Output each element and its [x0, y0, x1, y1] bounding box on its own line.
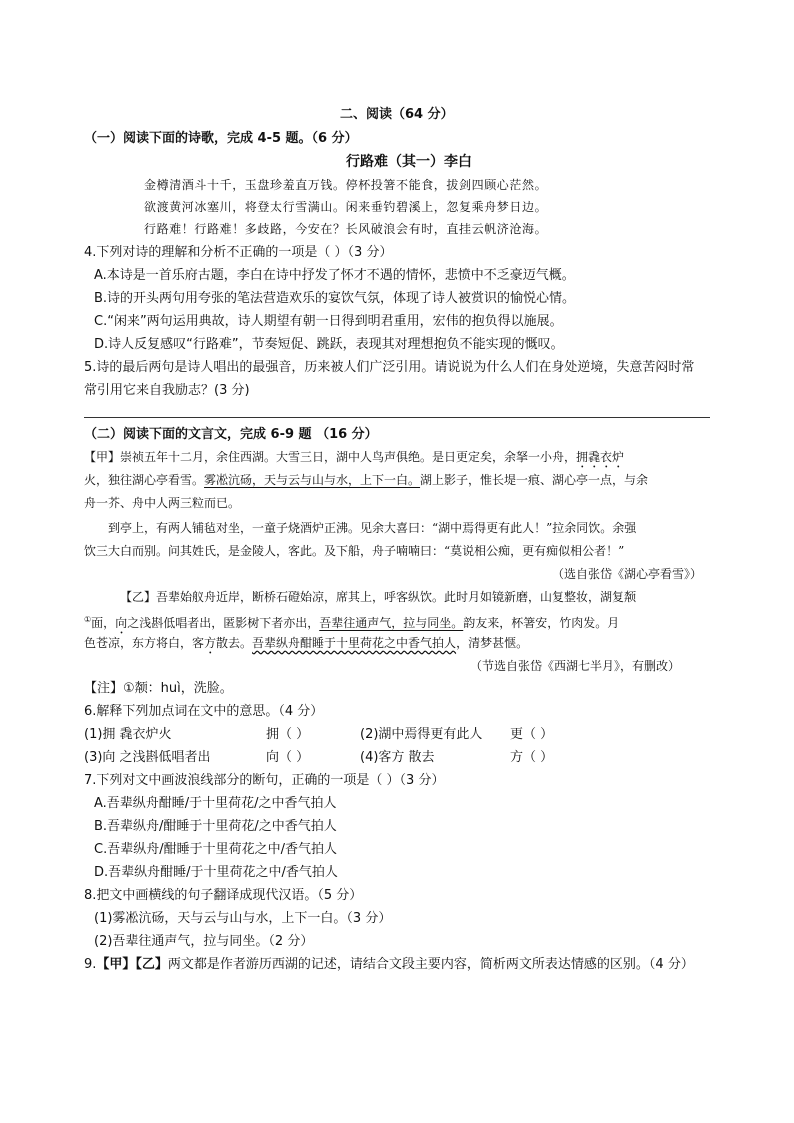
passage-yi-line	[84, 612, 619, 637]
question-7-stem: 7.下列对文中画波浪线部分的断句，正确的一项是（ ）（3 分）	[84, 773, 445, 788]
question-number: 9.	[84, 957, 97, 972]
question-6-blank: 向（ ）	[266, 750, 310, 765]
question-6-blank: 方（ ）	[510, 750, 554, 765]
question-6-blank: 更（ ）	[510, 727, 554, 742]
passage-yi-line: 【乙】吾辈始舣舟近岸，断桥石磴始凉，席其上，呼客纵饮。此时月如镜新磨，山复整妆，湖复颒	[120, 590, 637, 604]
question-6-item: (4)客方 散去	[360, 750, 435, 765]
passage-text: 湖上影子，惟长堤一痕、湖心亭一点，与余	[420, 473, 649, 487]
question-6-blank: 拥（ ）	[266, 727, 310, 742]
question-4-option-a: A.本诗是一首乐府古题，李白在诗中抒发了怀才不遇的情怀，悲愤中不乏豪迈气概。	[94, 268, 575, 283]
passage-text: 之浅斟低唱者出，匿影树下者亦出，	[127, 616, 320, 630]
question-8-item: (1)雾凇沆砀，天与云与山与水，上下一白。（3 分）	[94, 911, 392, 926]
question-6-stem: 6.解释下列加点词在文中的意思。（4 分）	[84, 704, 324, 719]
poem-line: 欲渡黄河冰塞川，将登太行雪满山。闲来垂钓碧溪上，忽复乘舟梦日边。	[144, 200, 548, 214]
underlined-sentence: 雾凇沆砀，天与云与山与水，上下一白。	[204, 473, 421, 487]
passage-yi-line	[84, 635, 528, 657]
passage-text: ，独往湖心亭看雪。	[96, 473, 205, 487]
poem-line: 行路难！行路难！多歧路，今安在？长风破浪会有时，直挂云帆济沧海。	[144, 222, 548, 236]
question-4-option-d: D.诗人反复感叹“行路难”，节奏短促、跳跃，表现其对理想抱负不能实现的慨叹。	[94, 337, 564, 352]
annotation-note: 【注】①颒：huì，洗脸。	[84, 681, 233, 696]
dotted-word: 拥毳衣炉	[576, 450, 625, 464]
passage-text: 火	[84, 473, 97, 487]
passage-yi-source: （节选自张岱《西湖七半月》，有删改）	[470, 659, 681, 673]
question-7-option-a: A.吾辈纵舟酣睡/于十里荷花/之中香气拍人	[94, 796, 337, 811]
question-4-option-b: B.诗的开头两句用夸张的笔法营造欢乐的宴饮气氛，体现了诗人被赏识的愉悦心情。	[94, 291, 576, 306]
question-5-line: 5.诗的最后两句是诗人唱出的最强音，历来被人们广泛引用。请说说为什么人们在身处逆境，失意苦闷时常	[84, 360, 695, 375]
question-5-line: 常引用它来自我励志？(3 分)	[84, 383, 250, 398]
part1-heading: （一）阅读下面的诗歌，完成 4-5 题。（6 分）	[84, 131, 358, 146]
question-8-item: (2)吾辈往通声气，拉与同坐。（2 分）	[94, 934, 314, 949]
question-4-stem: 4.下列对诗的理解和分析不正确的一项是（ ）（3 分）	[84, 245, 393, 260]
question-6-item: (2)湖中焉得更有此人	[360, 727, 483, 742]
passage-jia-line: 饮三大白而别。问其姓氏，是金陵人，客此。及下船，舟子喃喃曰：“莫说相公痴，更有痴似相公者！”	[84, 544, 625, 558]
underlined-sentence: 吾辈往通声气，拉与同坐。	[319, 616, 464, 630]
wavy-underlined-sentence: 吾辈纵舟酣睡于十里荷花之中香气拍人	[252, 636, 457, 650]
passage-jia-line	[84, 449, 624, 471]
passage-jia-line: 舟一芥、舟中人两三粒而已。	[84, 496, 241, 510]
passage-text: 色苍凉，东方将白，客	[84, 636, 205, 650]
question-8-stem: 8.把文中画横线的句子翻译成现代汉语。（5 分）	[84, 888, 363, 903]
question-7-option-d: D.吾辈纵舟酣睡/于十里荷花之中/香气拍人	[94, 865, 338, 880]
passage-text: 【甲】崇祯五年十二月，余住西湖。大雪三日，湖中人鸟声俱绝。是日更定矣，余拏一小舟，	[84, 450, 577, 464]
passage-jia-line: 到亭上，有两人铺毡对坐，一童子烧酒炉正沸。见余大喜曰：“湖中焉得更有此人！”拉余同饮。余强	[108, 521, 637, 535]
question-7-option-b: B.吾辈纵舟/酣睡于十里荷花/之中香气拍人	[94, 819, 337, 834]
passage-labels: 【甲】【乙】	[96, 957, 168, 972]
question-9-stem	[84, 956, 694, 973]
question-7-option-c: C.吾辈纵舟/酣睡于十里荷花之中/香气拍人	[94, 842, 337, 857]
passage-text: 面，	[91, 616, 116, 630]
passage-text: 韵友来，杯箸安，竹肉发。月	[463, 616, 620, 630]
passage-text: ，清梦甚惬。	[456, 636, 529, 650]
passage-jia-line	[84, 472, 648, 488]
question-6-item: (3)向 之浅斟低唱者出	[84, 750, 211, 765]
part2-heading: （二）阅读下面的文言文，完成 6-9 题 （16 分）	[84, 427, 378, 442]
poem-title: 行路难（其一）李白	[346, 154, 472, 170]
poem-line: 金樽清酒斗十千，玉盘珍羞直万钱。停杯投箸不能食，拔剑四顾心茫然。	[144, 178, 548, 192]
passage-jia-source: （选自张岱《湖心亭看雪》）	[552, 567, 703, 581]
footnote-mark: ①	[84, 615, 92, 624]
section-title: 二、阅读（64 分）	[340, 107, 454, 122]
passage-text: 散去。	[216, 636, 253, 650]
dotted-word: 向	[115, 616, 128, 630]
section-divider	[84, 417, 710, 418]
question-text: 两文都是作者游历西湖的记述，请结合文段主要内容，简析两文所表达情感的区别。（4 分）	[167, 957, 694, 972]
question-6-item: (1)拥 毳衣炉火	[84, 727, 172, 742]
dotted-word: 方	[204, 636, 217, 650]
question-4-option-c: C.“闲来”两句运用典故，诗人期望有朝一日得到明君重用，宏伟的抱负得以施展。	[94, 314, 563, 329]
